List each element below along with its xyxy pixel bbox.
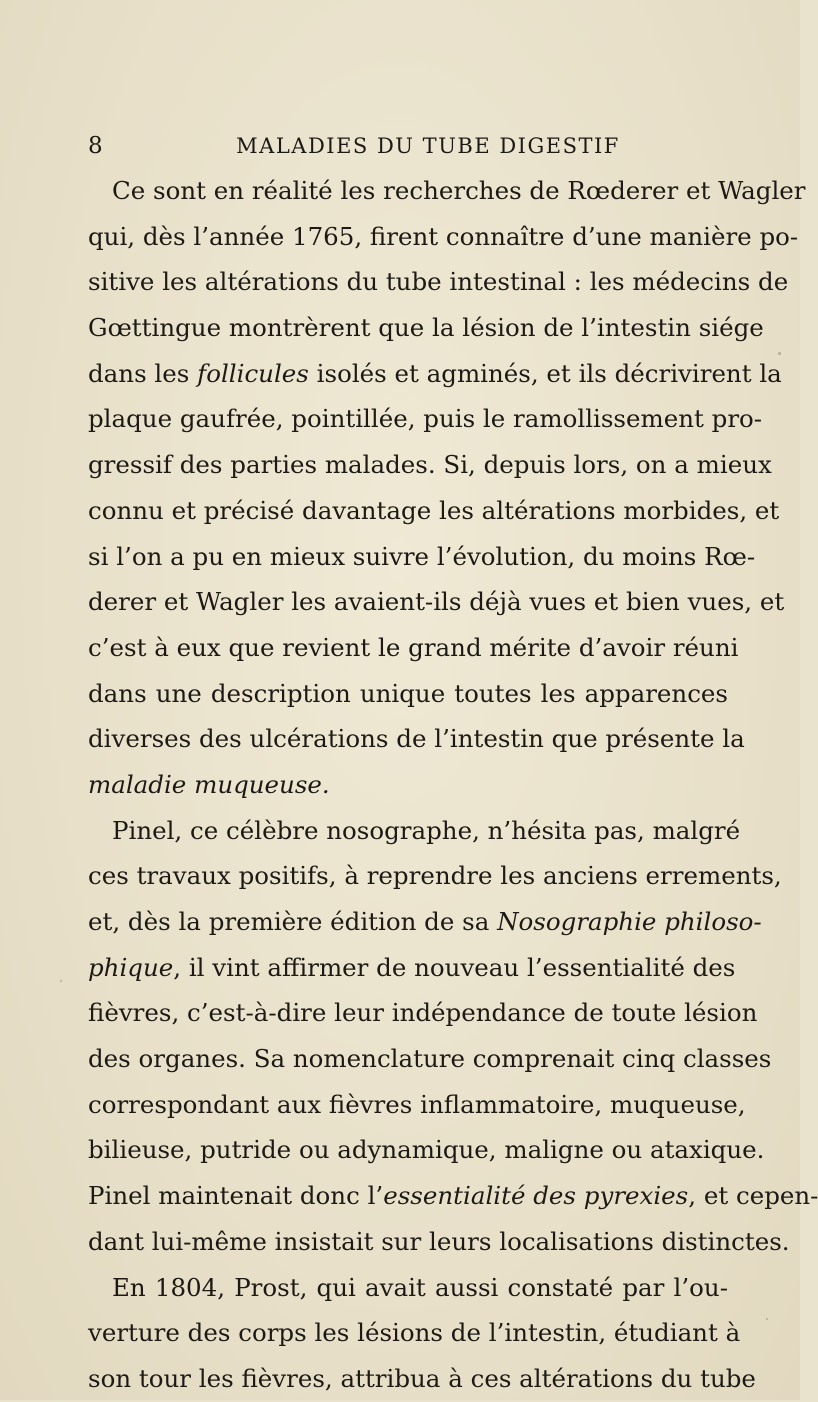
text-line (88, 1082, 746, 1128)
text-segment: Ce sont en réalité les recherches de Rœderer et Wagler (112, 176, 806, 205)
text-segment: si l’on a pu en mieux suivre l’évolution, du moins Rœ- (88, 541, 756, 571)
text-line (88, 1219, 790, 1265)
text-line (88, 396, 763, 442)
text-line (88, 671, 728, 717)
text-segment: Gœttingue montrèrent que la lésion de l’intestin siége (88, 313, 764, 343)
text-line (88, 351, 782, 397)
italic-text: phique (88, 952, 174, 982)
italic-text: Nosographie philoso- (497, 907, 762, 936)
text-segment: fièvres, c’est-à-dire leur indépendance de toute lésion (88, 998, 758, 1028)
text-line (88, 1127, 765, 1173)
text-segment: c’est à eux que revient le grand mérite d’avoir réuni (88, 632, 739, 662)
text-segment: , il vint affirmer de nouveau l’essentialité des (173, 952, 736, 982)
text-segment: dans une description unique toutes les apparences (88, 678, 728, 708)
text-segment: des organes. Sa nomenclature comprenait cinq classes (88, 1044, 772, 1074)
text-line (88, 1036, 772, 1082)
text-segment: Pinel, ce célèbre nosographe, n’hésita pas, malgré (112, 815, 741, 845)
text-segment: sitive les altérations du tube intestinal : les médecins de (88, 267, 789, 297)
text-segment: connu et précisé davantage les altérations morbides, et (88, 495, 780, 525)
text-line (88, 259, 789, 305)
text-segment: diverses des ulcérations de l’intestin que présente la (88, 724, 745, 754)
text-segment: bilieuse, putride ou adynamique, maligne ou ataxique. (88, 1135, 765, 1165)
text-segment: verture des corps les lésions de l’intestin, étudiant à (88, 1318, 741, 1348)
text-segment: correspondant aux fièvres inflammatoire, muqueuse, (88, 1089, 746, 1119)
text-line (88, 716, 745, 762)
text-segment: et, dès la première édition de sa (88, 907, 498, 936)
paper-speck (60, 980, 62, 982)
text-line (88, 853, 782, 899)
text-line (88, 534, 756, 580)
text-line (88, 899, 762, 945)
page-header (88, 128, 728, 164)
paper-speck (778, 352, 781, 355)
text-line (88, 442, 772, 488)
text-segment: derer et Wagler les avaient-ils déjà vues et bien vues, et (88, 587, 785, 617)
text-line (88, 305, 764, 351)
italic-text: essentialité des pyrexies (383, 1181, 689, 1211)
italic-text: maladie muqueuse. (88, 769, 330, 799)
text-segment: qui, dès l’année 1765, firent connaître d’une manière po- (88, 221, 799, 251)
text-line (88, 808, 741, 854)
text-line (88, 1310, 741, 1356)
body-text (88, 168, 818, 1402)
text-line (88, 625, 739, 671)
page-number: 8 (88, 133, 103, 159)
text-segment: dant lui-même insistait sur leurs localisations distinctes. (88, 1226, 790, 1256)
running-title: MALADIES DU TUBE DIGESTIF (236, 134, 620, 158)
text-segment: isolés et agminés, et ils décrivirent la (308, 358, 782, 388)
text-line (88, 168, 806, 214)
text-line (88, 1173, 818, 1219)
text-segment: plaque gaufrée, pointillée, puis le ramollissement pro- (88, 404, 763, 434)
text-segment: gressif des parties malades. Si, depuis lors, on a mieux (88, 450, 772, 480)
text-segment: En 1804, Prost, qui avait aussi constaté par l’ou- (112, 1272, 728, 1302)
text-line (88, 579, 785, 625)
italic-text: follicules (197, 358, 309, 388)
text-line (88, 945, 736, 991)
text-line (88, 1356, 756, 1402)
text-segment: dans les (88, 358, 198, 388)
text-line (88, 762, 728, 808)
text-segment: ces travaux positifs, à reprendre les anciens errements, (88, 861, 782, 891)
text-line (88, 488, 780, 534)
text-line (88, 1265, 728, 1311)
text-segment: , et cepen- (688, 1181, 818, 1211)
text-line (88, 990, 758, 1036)
paper-speck (766, 1318, 768, 1320)
text-segment: Pinel maintenait donc l’ (88, 1181, 384, 1211)
text-segment: son tour les fièvres, attribua à ces altérations du tube (88, 1363, 756, 1393)
text-line (88, 214, 799, 260)
